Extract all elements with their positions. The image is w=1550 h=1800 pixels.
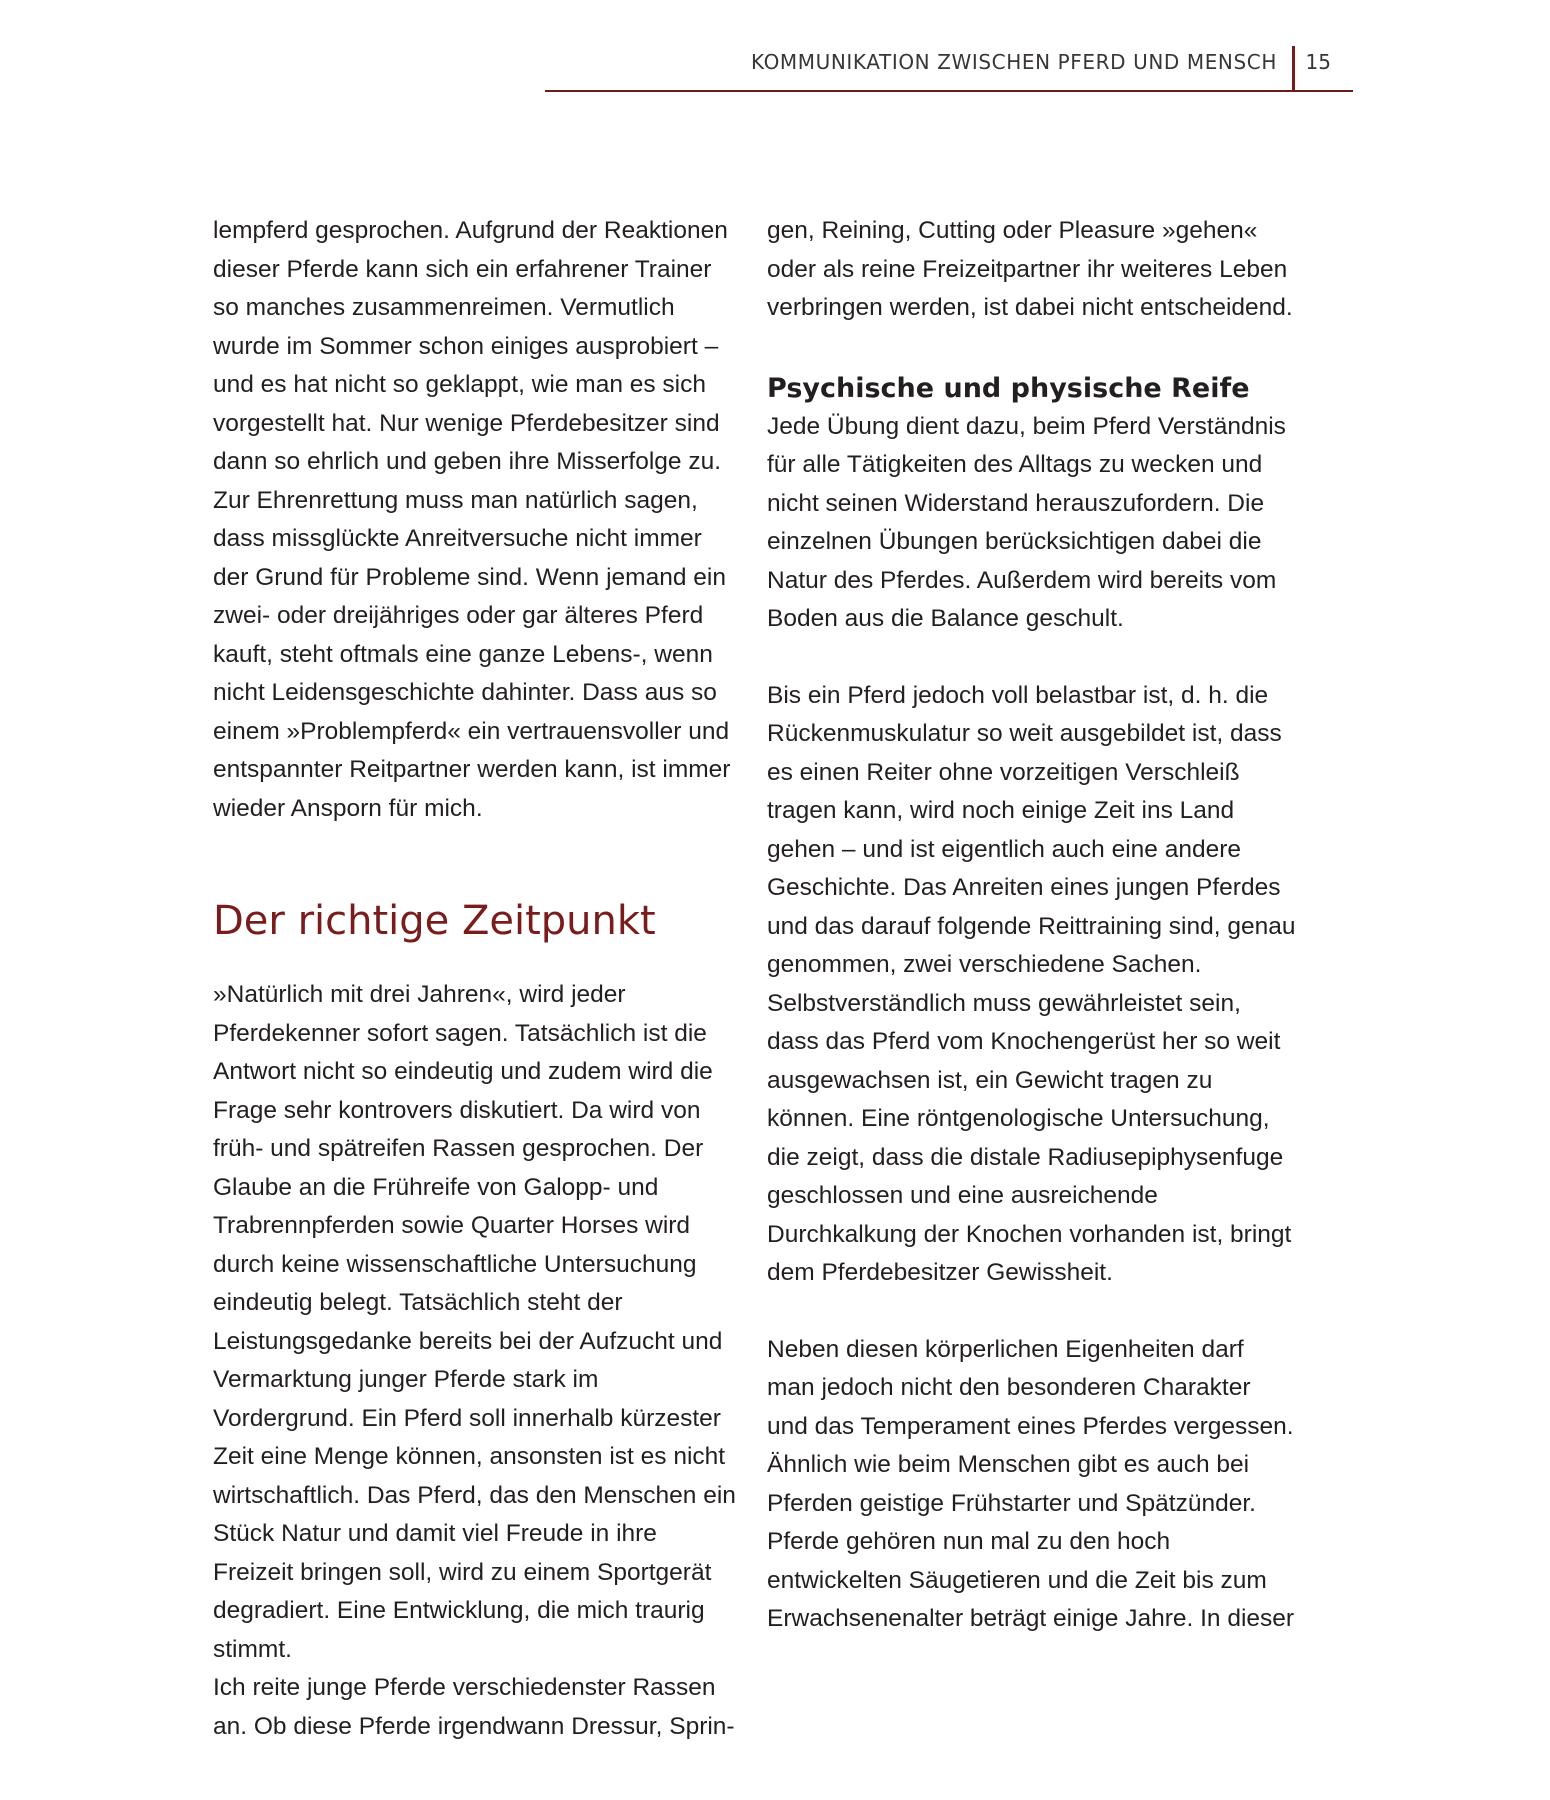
section-heading: Psychische und physische Reife	[767, 372, 1250, 404]
spacer	[767, 1293, 1297, 1331]
page-number: 15	[1305, 50, 1331, 74]
running-head-divider	[1292, 46, 1295, 90]
spacer	[767, 639, 1297, 677]
paragraph: Jede Übung dient dazu, beim Pferd Verständnis für alle Tätigkeiten des Alltags zu wecken und nicht seinen Widerstand herauszufordern. Die einzelnen Übungen berücksichtigen dabei die Natur des Pferdes. Außerdem wird bereits vom Boden aus die Balance geschult.	[767, 412, 1286, 632]
running-head	[545, 46, 1353, 92]
paragraph: Bis ein Pferd jedoch voll belastbar ist, d. h. die Rückenmuskulatur so weit ausgebildet ist, dass es einen Reiter ohne vorzeitigen Verschleiß tragen kann, wird noch einige Zeit ins Land gehen – und ist eigentlich auch eine andere Geschichte. Das Anreiten eines jungen Pferdes und das darauf folgende Reittraining sind, genau genommen, zwei verschiedene Sachen. Selbstverständlich muss gewährleistet sein, dass das Pferd vom Knochengerüst her so weit ausgewachsen ist, ein Gewicht tragen zu können. Eine röntgenologische Untersuchung, die zeigt, dass die distale Radiusepiphysenfuge geschlossen und eine ausreichende Durchkalkung der Knochen vorhanden ist, bringt dem Pferdebesitzer Gewissheit.	[767, 681, 1296, 1286]
paragraph: Neben diesen körperlichen Eigenheiten darf man jedoch nicht den besonderen Charakter und das Temperament eines Pferdes vergessen. Ähnlich wie beim Menschen gibt es auch bei Pferden geistige Frühstarter und Spätzünder. Pferde gehören nun mal zu den hoch entwickelten Säugetieren und die Zeit bis zum Erwachsenenalter beträgt einige Jahre. In dieser	[767, 1335, 1295, 1632]
spacer	[213, 828, 743, 896]
paragraph: gen, Reining, Cutting oder Pleasure »gehen« oder als reine Freizeitpartner ihr weiteres Leben verbringen werden, ist dabei nicht entscheidend.	[767, 217, 1293, 321]
running-head-title: KOMMUNIKATION ZWISCHEN PFERD UND MENSCH	[750, 50, 1277, 74]
spacer	[213, 946, 743, 976]
paragraph: lempferd gesprochen. Aufgrund der Reaktionen dieser Pferde kann sich ein erfahrener Trainer so manches zusammenreimen. Vermutlich wurde im Sommer schon einiges ausprobiert – und es hat nicht so geklappt, wie man es sich vorgestellt hat. Nur wenige Pferdebesitzer sind dann so ehrlich und geben ihre Misserfolge zu. Zur Ehrenrettung muss man natürlich sagen, dass missglückte Anreitversuche nicht immer der Grund für Probleme sind. Wenn jemand ein zwei- oder dreijähriges oder gar älteres Pferd kauft, steht oftmals eine ganze Lebens-, wenn nicht Leidensgeschichte dahinter. Dass aus so einem »Problempferd« ein vertrauensvoller und entspannter Reitpartner werden kann, ist immer wieder Ansporn für mich.	[213, 217, 731, 822]
spacer	[767, 328, 1297, 370]
paragraph: Ich reite junge Pferde verschiedenster Rassen an. Ob diese Pferde irgendwann Dressur, Sprin-	[213, 1674, 735, 1740]
left-column	[213, 212, 743, 1746]
right-column	[767, 212, 1297, 1639]
paragraph: »Natürlich mit drei Jahren«, wird jeder Pferdekenner sofort sagen. Tatsächlich ist die Antwort nicht so eindeutig und zudem wird die Frage sehr kontrovers diskutiert. Da wird von früh- und spätreifen Rassen gesprochen. Der Glaube an die Frühreife von Galopp- und Trabrennpferden sowie Quarter Horses wird durch keine wissenschaftliche Untersuchung eindeutig belegt. Tatsächlich steht der Leistungsgedanke bereits bei der Aufzucht und Vermarktung junger Pferde stark im Vordergrund. Ein Pferd soll innerhalb kürzester Zeit eine Menge können, ansonsten ist es nicht wirtschaftlich. Das Pferd, das den Menschen ein Stück Natur und damit viel Freude in ihre Freizeit bringen soll, wird zu einem Sportgerät degradiert. Eine Entwicklung, die mich traurig stimmt.	[213, 981, 736, 1663]
chapter-heading: Der richtige Zeitpunkt	[213, 898, 656, 944]
